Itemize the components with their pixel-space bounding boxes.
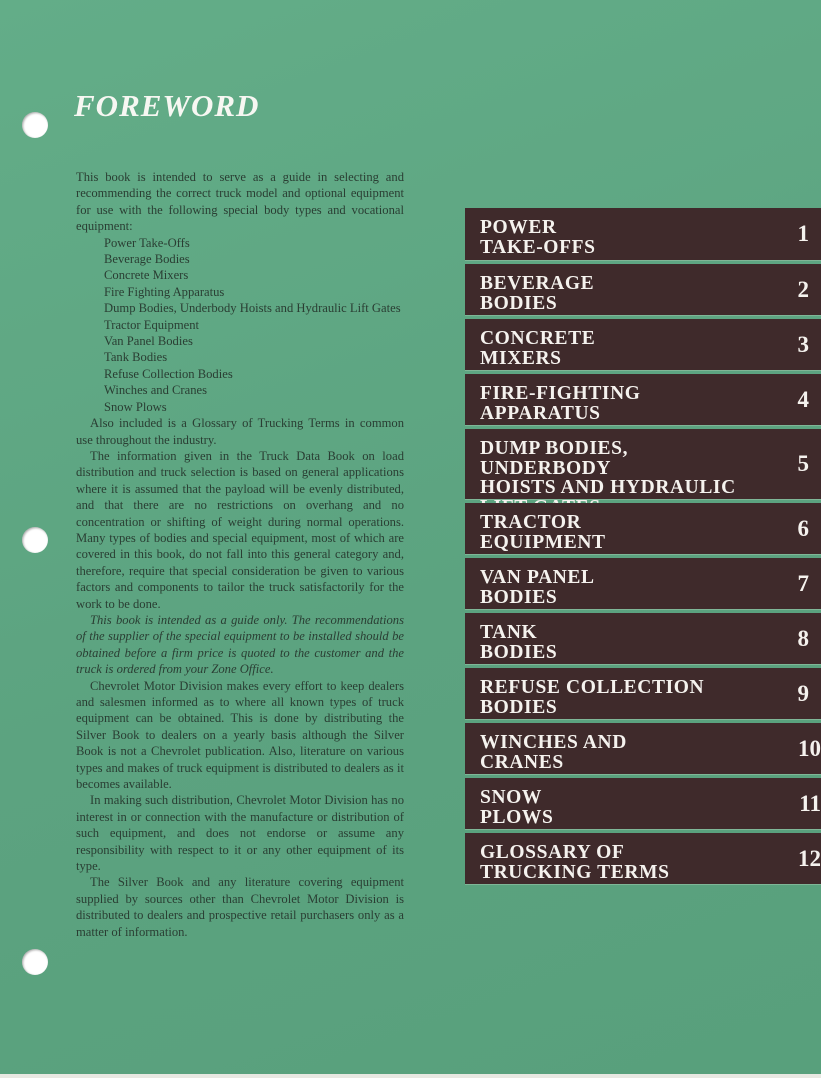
- tab-snow-plows[interactable]: [465, 778, 821, 830]
- tab-fire-fighting-apparatus[interactable]: [465, 374, 821, 426]
- list-item: Snow Plows: [104, 399, 167, 414]
- tab-winches-and-cranes[interactable]: [465, 723, 821, 775]
- silver-book-paragraph: Chevrolet Motor Division makes every effort to keep dealers and salesmen informed as to where all known types of truck equipment can be obtained. This is done by distributing the Silver Book to dealers on a yearly basis although the Silver Book is not a Chevrolet publication. Also, literature on various types and makes of truck equipment is distributed to dealers as it becomes available.: [76, 678, 404, 792]
- tab-label: REFUSE COLLECTION BODIES: [480, 677, 705, 718]
- tab-number: 2: [797, 276, 809, 302]
- no-interest-paragraph: In making such distribution, Chevrolet Motor Division has no interest in or connection with the manufacture or distribution of such equipment, and does not endorse or assume any responsibility with respect to it or any other equipment of its type.: [76, 793, 404, 874]
- tab-label: GLOSSARY OF TRUCKING TERMS: [480, 842, 670, 883]
- tab-label: CONCRETE MIXERS: [480, 328, 596, 369]
- list-item: Winches and Cranes: [104, 383, 208, 398]
- tab-label: BEVERAGE BODIES: [480, 273, 595, 314]
- binder-hole-bottom: [22, 949, 48, 975]
- page-bottom-edge: [0, 1074, 821, 1078]
- list-item: Power Take-Offs: [104, 235, 190, 250]
- tab-label: TANK BODIES: [480, 622, 558, 663]
- list-item: Beverage Bodies: [104, 252, 190, 267]
- tab-number: 3: [797, 331, 809, 357]
- tab-number: 7: [797, 570, 809, 596]
- tab-glossary[interactable]: [465, 833, 821, 885]
- tab-dump-bodies[interactable]: [465, 429, 821, 500]
- section-tabs: [465, 208, 821, 888]
- guide-only-paragraph: This book is intended as a guide only. The recommendations of the supplier of the special equipment to be installed should be obtained before a firm price is quoted to the customer and the truck is ordered from your Zone Office.: [76, 612, 404, 677]
- tab-label: FIRE-FIGHTING APPARATUS: [480, 383, 641, 424]
- tab-label: POWER TAKE-OFFS: [480, 217, 596, 258]
- list-item: Refuse Collection Bodies: [104, 366, 233, 381]
- tab-label: DUMP BODIES, UNDERBODY HOISTS AND HYDRAULIC: [480, 438, 736, 498]
- tab-number: 10: [798, 735, 821, 761]
- tab-label: VAN PANEL BODIES: [480, 567, 595, 608]
- tab-number: 11: [799, 790, 821, 816]
- tab-number: 6: [797, 515, 809, 541]
- tab-van-panel-bodies[interactable]: [465, 558, 821, 610]
- foreword-text: [76, 169, 404, 940]
- load-distribution-paragraph: The information given in the Truck Data Book on load distribution and truck selection is based on general applications where it is assumed that the payload will be evenly distributed, and that there are no restrictions on overhang and no concentration or shifting of weight during normal operations. Many types of bodies and special equipment, most of which are covered in this book, do not fall into this general category and, therefore, require that special consideration be given to various factors and components to tailor the truck satisfactorily for the work to be done.: [76, 448, 404, 611]
- equipment-list: [76, 235, 404, 415]
- list-item: Tank Bodies: [104, 350, 168, 365]
- list-item: Concrete Mixers: [104, 268, 189, 283]
- binder-hole-top: [22, 112, 48, 138]
- tab-number: 1: [797, 221, 809, 246]
- intro-paragraph: This book is intended to serve as a guide in selecting and recommending the correct truck model and optional equipment for use with the following special body types and vocational equipment:: [76, 170, 404, 234]
- tab-tractor-equipment[interactable]: [465, 503, 821, 555]
- tab-label: WINCHES AND CRANES: [480, 732, 627, 773]
- tab-label: TRACTOR EQUIPMENT: [480, 512, 606, 553]
- tab-number: 9: [797, 680, 809, 706]
- tab-label: SNOW PLOWS: [480, 787, 554, 828]
- information-paragraph: The Silver Book and any literature covering equipment supplied by sources other than Chevrolet Motor Division is distributed to dealers and prospective retail purchasers only as a matter of information.: [76, 875, 404, 939]
- page-title: FOREWORD: [74, 88, 260, 123]
- tab-beverage-bodies[interactable]: [465, 264, 821, 316]
- tab-number: 4: [797, 386, 809, 412]
- tab-tank-bodies[interactable]: [465, 613, 821, 665]
- glossary-paragraph: Also included is a Glossary of Trucking Terms in common use throughout the industry.: [76, 416, 404, 447]
- list-item: Fire Fighting Apparatus: [104, 284, 225, 299]
- tab-number: 12: [798, 845, 821, 871]
- binder-hole-middle: [22, 527, 48, 553]
- tab-number: 8: [797, 625, 809, 651]
- tab-refuse-collection-bodies[interactable]: [465, 668, 821, 720]
- list-item: Tractor Equipment: [104, 317, 200, 332]
- list-item: Van Panel Bodies: [104, 334, 193, 349]
- tab-number: 5: [797, 451, 809, 476]
- tab-concrete-mixers[interactable]: [465, 319, 821, 371]
- list-item: Dump Bodies, Underbody Hoists and Hydraulic Lift Gates: [104, 301, 401, 316]
- tab-power-take-offs[interactable]: [465, 208, 821, 261]
